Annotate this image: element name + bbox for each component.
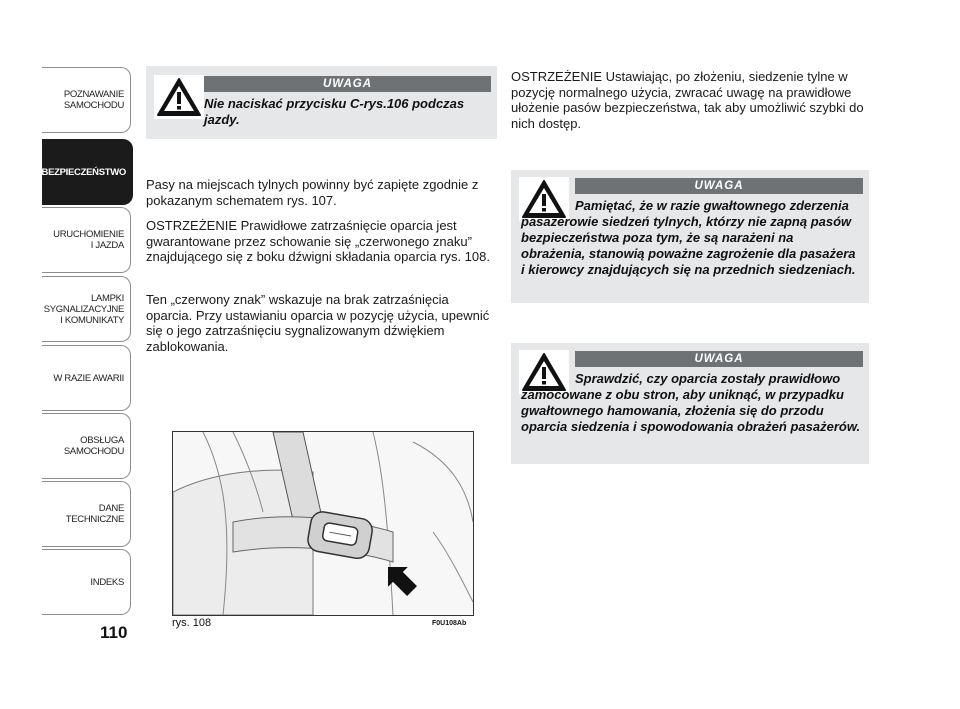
paragraph-warning-latch: OSTRZEŻENIE Prawidłowe zatrzaśnięcie oparcia jest gwarantowane przez schowanie się „czerwonego znaku” znajdującego się z boku dźwigni składania oparcia rys. 108. [146, 218, 490, 264]
nav-tab-obsluga-samochodu[interactable]: OBSŁUGA SAMOCHODU [42, 413, 131, 479]
nav-tab-dane-techniczne[interactable]: DANE TECHNICZNE [42, 481, 131, 547]
nav-tab-lampki-sygnalizacyjne[interactable]: LAMPKI SYGNALIZACYJNE I KOMUNIKATY [42, 276, 131, 342]
paragraph-seat-position: OSTRZEŻENIE Ustawiając, po złożeniu, siedzenie tylne w pozycję normalnego użycia, zwracać uwagę na prawidłowe ułożenie pasów bezpieczeństwa, tak aby umożliwić szybki do nich dostęp. [511, 69, 864, 131]
page-number: 110 [100, 623, 128, 642]
warning-title: UWAGA [575, 351, 863, 367]
warning-text: Sprawdzić, czy oparcia zostały prawidłowo zamocowane z obu stron, aby uniknąć, w przypadku gwałtownego hamowania, złożenia się do przodu oparcia siedzenia i spowodowania obrażeń pasażerów. [521, 371, 861, 434]
nav-tab-w-razie-awarii[interactable]: W RAZIE AWARII [42, 345, 131, 411]
paragraph-red-mark: Ten „czerwony znak” wskazuje na brak zatrzaśnięcia oparcia. Przy ustawianiu oparcia w pozycję użycia, upewnić się o jego zatrzaśnięciu sygnalizowanym dźwiękiem zablokowania. [146, 292, 490, 354]
warning-box-3 [511, 343, 869, 464]
warning-title: UWAGA [575, 178, 863, 194]
figure-caption: rys. 108 [172, 617, 212, 629]
warning-text: Nie naciskać przycisku C-rys.106 podczas jazdy. [204, 96, 465, 127]
figure-rys-108 [172, 431, 474, 616]
figure-code: F0U108Ab [432, 620, 467, 627]
warning-text: Pamiętać, że w razie gwałtownego zderzenia pasażerowie siedzeń tylnych, którzy nie zapną pasów bezpieczeństwa poza tym, że są narażeni na obrażenia, stanowią poważne zagrożenie dla pasażera i kierowcy znajdujących się na przednich siedzeniach. [521, 198, 856, 277]
nav-tab-uruchomienie-i-jazda[interactable]: URUCHOMIENIE I JAZDA [42, 207, 131, 273]
warning-box-1 [146, 66, 497, 139]
warning-box-2 [511, 170, 869, 303]
seat-latch-illustration [173, 432, 473, 615]
warning-title: UWAGA [204, 76, 491, 92]
paragraph-seatbelts: Pasy na miejscach tylnych powinny być zapięte zgodnie z pokazanym schematem rys. 107. [146, 177, 479, 208]
nav-tab-bezpieczenstwo[interactable]: BEZPIECZEŃSTWO [42, 139, 133, 205]
warning-triangle-icon [154, 75, 204, 119]
nav-tab-indeks[interactable]: INDEKS [42, 549, 131, 615]
nav-tab-poznawanie-samochodu[interactable]: POZNAWANIE SAMOCHODU [42, 67, 131, 133]
